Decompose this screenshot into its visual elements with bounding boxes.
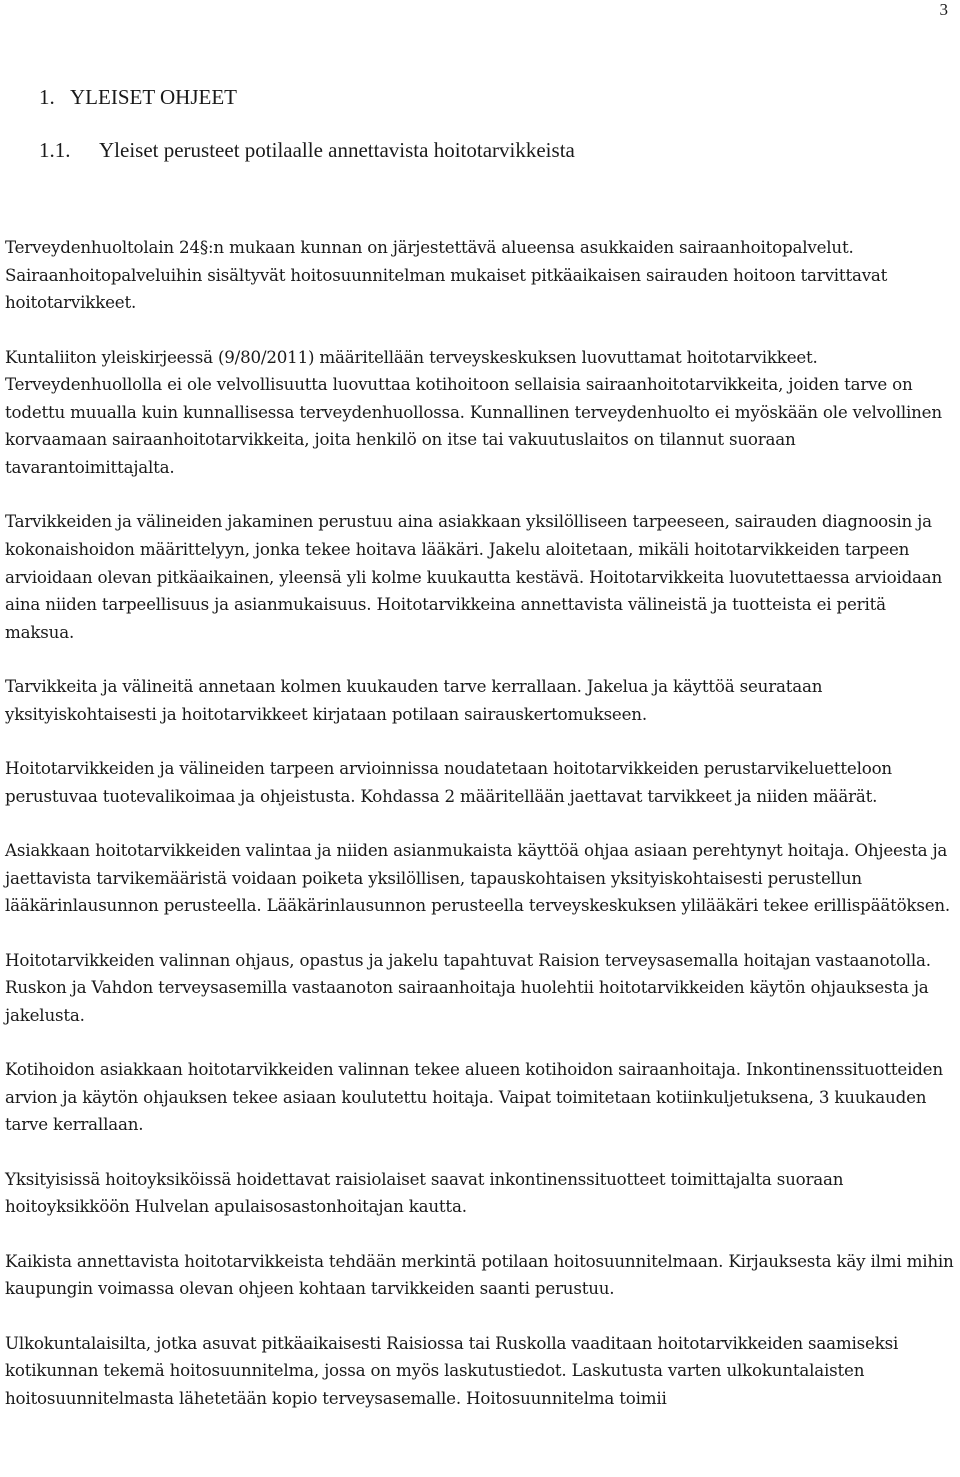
paragraph-6: Asiakkaan hoitotarvikkeiden valintaa ja niiden asianmukaista käyttöä ohjaa asiaan perehtynyt hoitaja. Ohjeesta ja jaettavista tarvikemääristä voidaan poiketa yksilöllisen, tapauskohtaisen yksityiskohtaisesti perustellun lääkärinlausunnon perusteella. Lääkärinlausunnon perusteella terveyskeskuksen ylilääkäri tekee erillispäätöksen. [5, 840, 951, 916]
subsection-heading-1-1 [39, 138, 575, 162]
paragraph-2: Kuntaliiton yleiskirjeessä (9/80/2011) määritellään terveyskeskuksen luovuttamat hoitotarvikkeet. Terveydenhuollolla ei ole velvollisuutta luovuttaa kotihoitoon sellaisia sairaanhoitotarvikkeita, joiden tarve on todettu muualla kuin kunnallisessa terveydenhuollossa. Kunnallinen terveydenhuolto ei myöskään ole velvollinen korvaamaan sairaanhoitotarvikkeita, joita henkilö on itse tai vakuutuslaitos on tilannut suoraan tavarantoimittajalta. [5, 346, 942, 477]
subsection-title: Yleiset perusteet potilaalle annettavista hoitotarvikkeista [99, 138, 575, 162]
paragraph-5: Hoitotarvikkeiden ja välineiden tarpeen arvioinnissa noudatetaan hoitotarvikkeiden perustarvikeluetteloon perustuvaa tuotevalikoimaa ja ohjeistusta. Kohdassa 2 määritellään jaettavat tarvikkeet ja niiden määrät. [5, 758, 892, 806]
paragraph-10: Kaikista annettavista hoitotarvikkeista tehdään merkintä potilaan hoitosuunnitelmaan. Kirjauksesta käy ilmi mihin kaupungin voimassa olevan ohjeen kohtaan tarvikkeiden saanti perustuu. [5, 1250, 954, 1299]
paragraph-11: Ulkokuntalaisilta, jotka asuvat pitkäaikaisesti Raisiossa tai Ruskolla vaaditaan hoitotarvikkeiden saamiseksi kotikunnan tekemä hoitosuunnitelma, jossa on myös laskutustiedot. Laskutusta varten ulkokuntalaisten hoitosuunnitelmasta lähetetään kopio terveysasemalle. Hoitosuunnitelma toimii [5, 1332, 899, 1408]
subsection-number: 1.1. [39, 138, 71, 162]
paragraph-9: Yksityisissä hoitoyksiköissä hoidettavat raisiolaiset saavat inkontinenssituotteet toimittajalta suoraan hoitoyksikköön Hulvelan apulaisosastonhoitajan kautta. [5, 1168, 844, 1217]
body-text [5, 234, 957, 1413]
paragraph-4: Tarvikkeita ja välineitä annetaan kolmen kuukauden tarve kerrallaan. Jakelua ja käyttöä seurataan yksityiskohtaisesti ja hoitotarvikkeet kirjataan potilaan sairauskertomukseen. [5, 676, 823, 724]
section-title: YLEISET OHJEET [70, 85, 238, 109]
page-number: 3 [939, 0, 948, 19]
paragraph-8: Kotihoidon asiakkaan hoitotarvikkeiden valinnan tekee alueen kotihoidon sairaanhoitaja. Inkontinenssituotteiden arvion ja käytön ohjauksen tekee asiaan koulutettu hoitaja. Vaipat toimitetaan kotiinkuljetuksena, 3 kuukauden tarve kerrallaan. [5, 1059, 943, 1135]
paragraph-1: Terveydenhuoltolain 24§:n mukaan kunnan on järjestettävä alueensa asukkaiden sairaanhoitopalvelut. Sairaanhoitopalveluihin sisältyvät hoitosuunnitelman mukaiset pitkäaikaisen sairauden hoitoon tarvittavat hoitotarvikkeet. [5, 237, 888, 313]
section-number: 1. [39, 85, 55, 109]
section-heading-1 [39, 85, 237, 109]
paragraph-7: Hoitotarvikkeiden valinnan ohjaus, opastus ja jakelu tapahtuvat Raision terveysasemalla hoitajan vastaanotolla. Ruskon ja Vahdon terveysasemilla vastaanoton sairaanhoitaja huolehtii hoitotarvikkeiden käytön ohjauksesta ja jakelusta. [5, 949, 931, 1025]
paragraph-3: Tarvikkeiden ja välineiden jakaminen perustuu aina asiakkaan yksilölliseen tarpeeseen, sairauden diagnoosin ja kokonaishoidon määrittelyyn, jonka tekee hoitava lääkäri. Jakelu aloitetaan, mikäli hoitotarvikkeiden tarpeen arvioidaan olevan pitkäaikainen, yleensä yli kolme kuukautta kestävä. Hoitotarvikkeita luovutettaessa arvioidaan aina niiden tarpeellisuus ja asianmukaisuus. Hoitotarvikkeina annettavista välineistä ja tuotteista ei peritä maksua. [5, 511, 943, 642]
